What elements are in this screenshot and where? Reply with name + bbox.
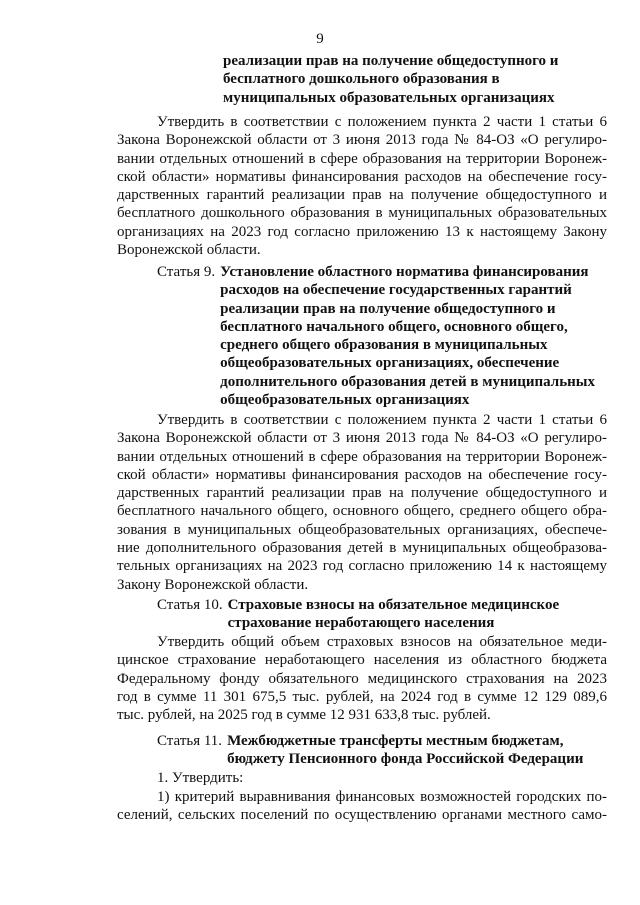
text-line: Закону Воронежской области. [117, 576, 309, 593]
text-line: ской области» нормативы финансирования расходов на обеспечение госу- [117, 466, 607, 483]
title-line: общеобразовательных организациях, обеспечение [220, 355, 560, 372]
article-11-heading [157, 732, 607, 769]
text-line: дарственных гарантий реализации прав на получение общедоступного и [117, 187, 607, 204]
article-9-heading [157, 263, 607, 409]
article-title [220, 263, 595, 409]
text-line: тыс. рублей, на 2025 год в сумме 12 931 633,8 тыс. рублей. [117, 707, 491, 724]
title-line: страхование неработающего населения [227, 615, 495, 632]
title-line: реализации прав на получение общедоступного и [220, 300, 556, 317]
text-line: 1) критерий выравнивания финансовых возможностей городских по- [157, 789, 607, 805]
title-line: расходов на обеспечение государственных гарантий [220, 282, 572, 299]
text-line: Закона Воронежской области от 3 июня 2013 года № 84-ОЗ «О регулиро- [117, 430, 607, 447]
text-line: Федеральному фонду обязательного медицинского страхования на 2023 [117, 670, 607, 687]
text-line: Утвердить в соответствии с положением пункта 2 части 1 статьи 6 [157, 412, 607, 428]
title-line: Страховые взносы на обязательное медицинское [227, 597, 560, 613]
text-line: ской области» нормативы финансирования расходов на обеспечение госу- [117, 168, 607, 185]
text-line: Утвердить общий объем страховых взносов на обязательное меди- [157, 634, 607, 650]
article-label: Статья 11. [157, 733, 223, 749]
text-line: селений, сельских поселений по осуществлению органами местного само- [117, 807, 607, 824]
page-number: 9 [316, 31, 324, 47]
article-title [228, 596, 560, 633]
title-line: Установление областного норматива финансирования [220, 264, 589, 280]
article-label: Статья 9. [157, 264, 216, 280]
title-line: Межбюджетные трансферты местным бюджетам, [227, 733, 564, 749]
text-line: организациях на 2023 год согласно приложению 13 к настоящему Закону [117, 223, 607, 240]
title-line: дополнительного образования детей в муниципальных [220, 373, 596, 390]
text-line: Воронежской области. [117, 242, 261, 259]
article-label: Статья 10. [157, 597, 223, 613]
title-line: среднего общего образования в муниципальных [220, 337, 548, 354]
text-line: Утвердить в соответствии с положением пункта 2 части 1 статьи 6 [157, 114, 607, 130]
text-line: год в сумме 11 301 675,5 тыс. рублей, на 2024 год в сумме 12 129 089,6 [117, 688, 607, 705]
text-line: дарственных гарантий реализации прав на получение общедоступного и [117, 485, 607, 502]
heading-line: муниципальных образовательных организациях [223, 89, 555, 106]
article-11-subitem-1 [117, 788, 607, 825]
text-line: бесплатного дошкольного образования в муниципальных образовательных [117, 205, 607, 222]
article-8-heading-continued [223, 52, 603, 107]
title-line: бюджету Пенсионного фонда Российской Федерации [227, 751, 584, 768]
text-line: бесплатного начального общего, основного общего, среднего общего обра- [117, 503, 607, 520]
title-line: общеобразовательных организациях [220, 392, 470, 409]
text-line: цинское страхование неработающего населения из областного бюджета [117, 652, 607, 669]
text-line: тельных организациях на 2023 год согласно приложению 14 к настоящему [117, 558, 607, 575]
text-line: Закона Воронежской области от 3 июня 2013 года № 84-ОЗ «О регулиро- [117, 132, 607, 149]
article-title [227, 732, 583, 769]
text-line: зования в муниципальных общеобразовательных организациях, обеспече- [117, 521, 607, 538]
heading-line: реализации прав на получение общедоступного и [223, 53, 559, 69]
article-10-heading [157, 596, 607, 633]
text-line: ние дополнительного образования детей в муниципальных общеобразова- [117, 540, 607, 557]
heading-line: бесплатного дошкольного образования в [223, 71, 500, 88]
article-9-text [117, 411, 607, 594]
article-11-item-1: 1. Утвердить: [157, 770, 244, 786]
article-10-text [117, 633, 607, 724]
text-line: вании отдельных отношений в сфере образования на территории Воронеж- [117, 150, 607, 167]
title-line: бесплатного начального общего, основного общего, [220, 318, 568, 335]
text-line: вании отдельных отношений в сфере образования на территории Воронеж- [117, 448, 607, 465]
paragraph-preschool-norms [117, 113, 607, 259]
